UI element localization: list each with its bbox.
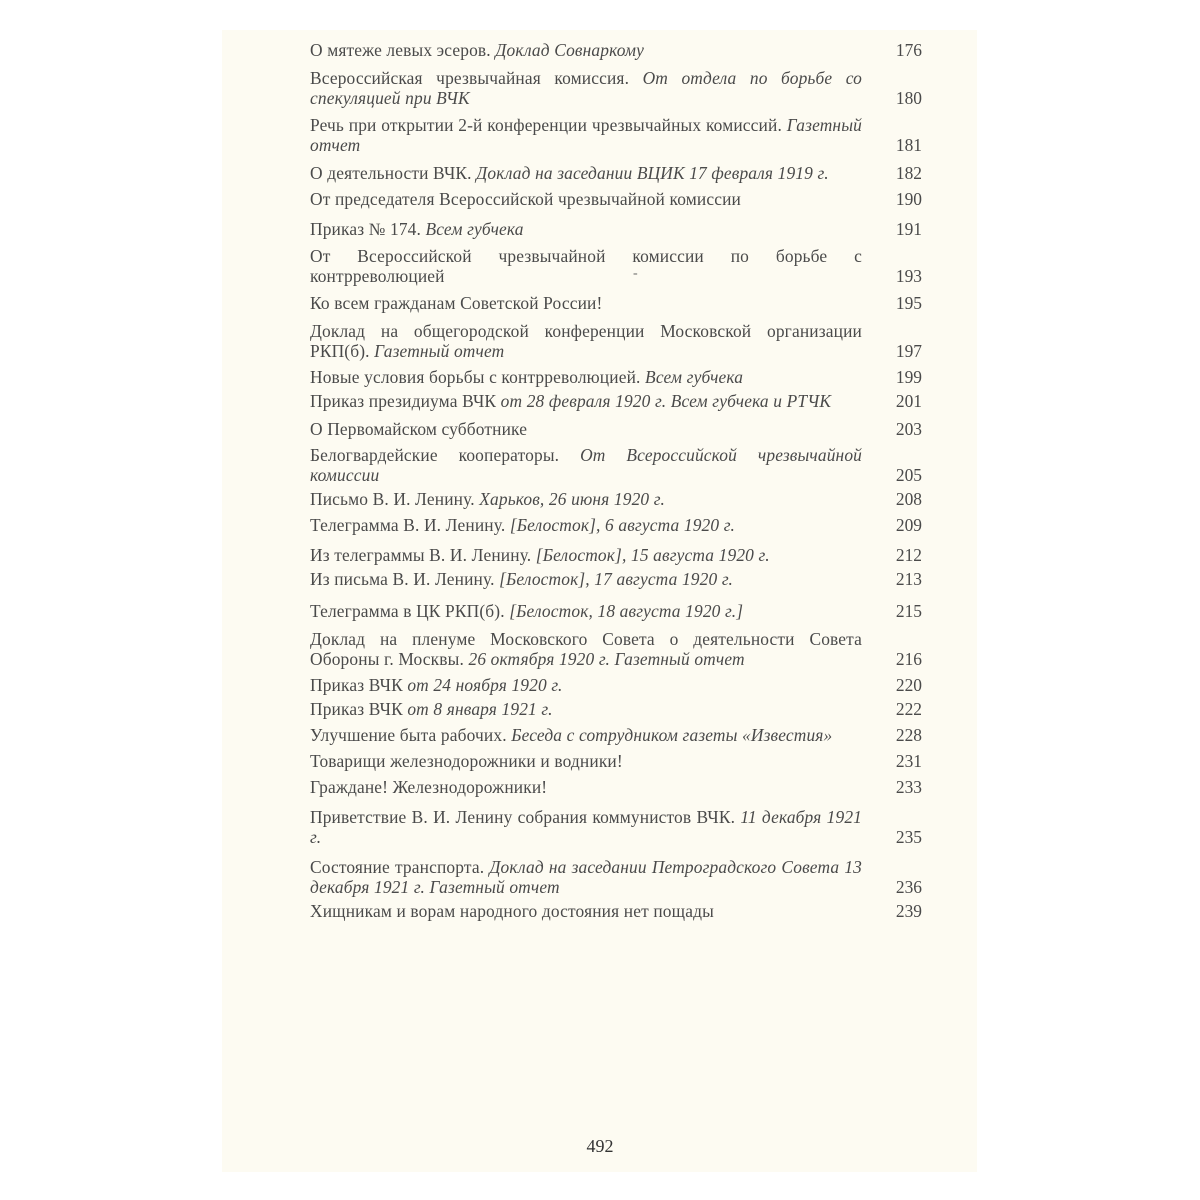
toc-entry-title: Ко всем гражданам Советской России! bbox=[310, 293, 603, 313]
toc-entry bbox=[310, 68, 922, 108]
toc-entry-page: 239 bbox=[895, 901, 922, 921]
toc-entry-text bbox=[310, 367, 862, 387]
toc-entry-text bbox=[310, 445, 862, 485]
toc-entry-text bbox=[310, 163, 862, 183]
toc-entry-page: 193 bbox=[895, 266, 922, 286]
toc-entry-subtitle: Беседа с сотрудником газеты «Известия» bbox=[511, 725, 833, 745]
toc-entry-title: Приказ ВЧК bbox=[310, 699, 403, 719]
toc-entry-title: Из телеграммы В. И. Ленину. bbox=[310, 545, 532, 565]
toc-entry-text bbox=[310, 751, 862, 771]
toc-entry-title: О Первомайском субботнике bbox=[310, 419, 528, 439]
toc-entry-text bbox=[310, 246, 862, 286]
toc-entry-page: 195 bbox=[895, 293, 922, 313]
toc-entry-title: Речь при открытии 2-й конференции чрезвычайных комиссий. bbox=[310, 115, 782, 135]
toc-entry-title: Приказ президиума ВЧК bbox=[310, 391, 497, 411]
toc-entry-text bbox=[310, 857, 862, 897]
toc-entry bbox=[310, 699, 922, 719]
toc-entry-subtitle: [Белосток, 18 августа 1920 г.] bbox=[509, 601, 744, 621]
toc-entry bbox=[310, 569, 922, 589]
toc-entry-title: Товарищи железнодорожники и водники! bbox=[310, 751, 623, 771]
toc-entry-text bbox=[310, 293, 862, 313]
toc-entry-text bbox=[310, 321, 862, 361]
toc-entry-text bbox=[310, 115, 862, 155]
toc-entry-text bbox=[310, 807, 862, 847]
toc-entry-title: Телеграмма В. И. Ленину. bbox=[310, 515, 506, 535]
page-number: 492 bbox=[586, 1136, 614, 1156]
toc-entry-subtitle: Всем губчека bbox=[425, 219, 524, 239]
toc-entry-subtitle: Всем губчека bbox=[645, 367, 744, 387]
toc-entry bbox=[310, 857, 922, 897]
toc-entry-title: Доклад на пленуме Московского Совета о деятельности Совета Обороны г. Москвы. bbox=[310, 629, 862, 669]
toc-entry bbox=[310, 601, 922, 621]
toc-entry-subtitle: Доклад на заседании Петроградского Совета 13 декабря 1921 г. Газетный отчет bbox=[310, 857, 863, 897]
toc-entry-page: 231 bbox=[895, 751, 922, 771]
toc-entry-subtitle: 11 декабря 1921 г. bbox=[310, 807, 863, 847]
toc-entry-page: 222 bbox=[895, 699, 922, 719]
toc-entry-title: Граждане! Железнодорожники! bbox=[310, 777, 548, 797]
toc-entry-text bbox=[310, 419, 862, 439]
toc-entry-subtitle: Доклад Совнаркому bbox=[495, 40, 645, 60]
toc-entry-subtitle: От Всероссийской чрезвычайной комиссии bbox=[310, 445, 863, 485]
toc-entry-page: 236 bbox=[895, 877, 922, 897]
toc-entry bbox=[310, 115, 922, 155]
toc-entry bbox=[310, 321, 922, 361]
toc-entry-page: 182 bbox=[895, 163, 922, 183]
toc-entry-text bbox=[310, 901, 862, 921]
toc-entry-text bbox=[310, 189, 862, 209]
toc-entry-text bbox=[310, 40, 862, 60]
toc-entry-page: 205 bbox=[895, 465, 922, 485]
toc-entry-subtitle: [Белосток], 17 августа 1920 г. bbox=[499, 569, 734, 589]
toc-entry-title: Приветствие В. И. Ленину собрания коммунистов ВЧК. bbox=[310, 807, 736, 827]
toc-entry bbox=[310, 807, 922, 847]
toc-entry bbox=[310, 246, 922, 286]
toc-entry-page: 190 bbox=[895, 189, 922, 209]
toc-entry-text bbox=[310, 699, 862, 719]
toc-entry-title: Хищникам и ворам народного достояния нет пощады bbox=[310, 901, 714, 921]
toc-entry-text bbox=[310, 489, 862, 509]
toc-entry bbox=[310, 219, 922, 239]
toc-entry-page: 215 bbox=[895, 601, 922, 621]
toc-entry-page: 191 bbox=[895, 219, 922, 239]
toc-entry-page: 208 bbox=[895, 489, 922, 509]
toc-entry bbox=[310, 515, 922, 535]
toc-entry-title: От Всероссийской чрезвычайной комиссии по борьбе с контрреволюцией bbox=[310, 246, 862, 286]
toc-entry bbox=[310, 777, 922, 797]
toc-entry-subtitle: Газетный отчет bbox=[374, 341, 505, 361]
toc-entry-text bbox=[310, 725, 862, 745]
toc-entry bbox=[310, 545, 922, 565]
toc-entry-page: 233 bbox=[895, 777, 922, 797]
toc-entry-subtitle: 26 октября 1920 г. Газетный отчет bbox=[468, 649, 745, 669]
table-of-contents bbox=[310, 40, 922, 927]
toc-entry-subtitle: Доклад на заседании ВЦИК 17 февраля 1919 г. bbox=[476, 163, 829, 183]
toc-entry-title: Доклад на общегородской конференции Московской организации РКП(б). bbox=[310, 321, 862, 361]
toc-entry-title: Всероссийская чрезвычайная комиссия. bbox=[310, 68, 630, 88]
toc-entry-subtitle: От отдела по борьбе со спекуляцией при ВЧК bbox=[310, 68, 862, 108]
toc-entry-title: О деятельности ВЧК. bbox=[310, 163, 472, 183]
toc-entry-page: 216 bbox=[895, 649, 922, 669]
toc-entry-title: Приказ № 174. bbox=[310, 219, 422, 239]
toc-entry-title: Белогвардейские кооператоры. bbox=[310, 445, 560, 465]
toc-entry-page: 209 bbox=[895, 515, 922, 535]
toc-entry-title: Письмо В. И. Ленину. bbox=[310, 489, 475, 509]
toc-entry-title: Новые условия борьбы с контрреволюцией. bbox=[310, 367, 641, 387]
toc-entry bbox=[310, 675, 922, 695]
toc-entry-text bbox=[310, 629, 862, 669]
toc-entry-title: Из письма В. И. Ленину. bbox=[310, 569, 495, 589]
toc-entry bbox=[310, 489, 922, 509]
toc-entry-page: 176 bbox=[895, 40, 922, 60]
toc-entry-text bbox=[310, 777, 862, 797]
toc-entry bbox=[310, 725, 922, 745]
toc-entry bbox=[310, 40, 922, 60]
toc-entry-page: 197 bbox=[895, 341, 922, 361]
toc-entry bbox=[310, 419, 922, 439]
toc-entry-subtitle: от 28 февраля 1920 г. Всем губчека и РТЧК bbox=[500, 391, 832, 411]
toc-entry bbox=[310, 189, 922, 209]
toc-entry-text bbox=[310, 219, 862, 239]
toc-entry-page: 213 bbox=[895, 569, 922, 589]
toc-entry-title: Улучшение быта рабочих. bbox=[310, 725, 507, 745]
toc-entry-page: 203 bbox=[895, 419, 922, 439]
toc-entry-page: 228 bbox=[895, 725, 922, 745]
toc-entry-title: Приказ ВЧК bbox=[310, 675, 403, 695]
toc-entry-page: 181 bbox=[895, 135, 922, 155]
toc-entry-page: 180 bbox=[895, 88, 922, 108]
toc-entry bbox=[310, 751, 922, 771]
toc-entry-text bbox=[310, 601, 862, 621]
toc-entry-page: 220 bbox=[895, 675, 922, 695]
toc-entry bbox=[310, 391, 922, 411]
toc-entry-subtitle: Газетный отчет bbox=[310, 115, 862, 155]
toc-entry bbox=[310, 163, 922, 183]
toc-entry-subtitle: [Белосток], 6 августа 1920 г. bbox=[509, 515, 735, 535]
toc-entry-page: 201 bbox=[895, 391, 922, 411]
toc-entry-subtitle: [Белосток], 15 августа 1920 г. bbox=[535, 545, 770, 565]
toc-entry-title: От председателя Всероссийской чрезвычайной комиссии bbox=[310, 189, 741, 209]
toc-entry-page: 212 bbox=[895, 545, 922, 565]
toc-entry-subtitle: от 8 января 1921 г. bbox=[407, 699, 553, 719]
toc-entry-subtitle: от 24 ноября 1920 г. bbox=[407, 675, 563, 695]
toc-entry-page: 235 bbox=[895, 827, 922, 847]
toc-entry-text bbox=[310, 545, 862, 565]
toc-entry bbox=[310, 293, 922, 313]
toc-entry-subtitle: Харьков, 26 июня 1920 г. bbox=[479, 489, 665, 509]
toc-entry bbox=[310, 445, 922, 485]
toc-entry-text bbox=[310, 569, 862, 589]
toc-entry-title: Телеграмма в ЦК РКП(б). bbox=[310, 601, 505, 621]
toc-entry-text bbox=[310, 68, 862, 108]
toc-entry bbox=[310, 367, 922, 387]
toc-entry-text bbox=[310, 515, 862, 535]
toc-entry bbox=[310, 901, 922, 921]
toc-entry-text bbox=[310, 675, 862, 695]
toc-entry bbox=[310, 629, 922, 669]
stray-mark: - bbox=[633, 266, 638, 281]
toc-entry-title: Состояние транспорта. bbox=[310, 857, 485, 877]
toc-entry-title: О мятеже левых эсеров. bbox=[310, 40, 491, 60]
toc-entry-text bbox=[310, 391, 862, 411]
toc-entry-page: 199 bbox=[895, 367, 922, 387]
